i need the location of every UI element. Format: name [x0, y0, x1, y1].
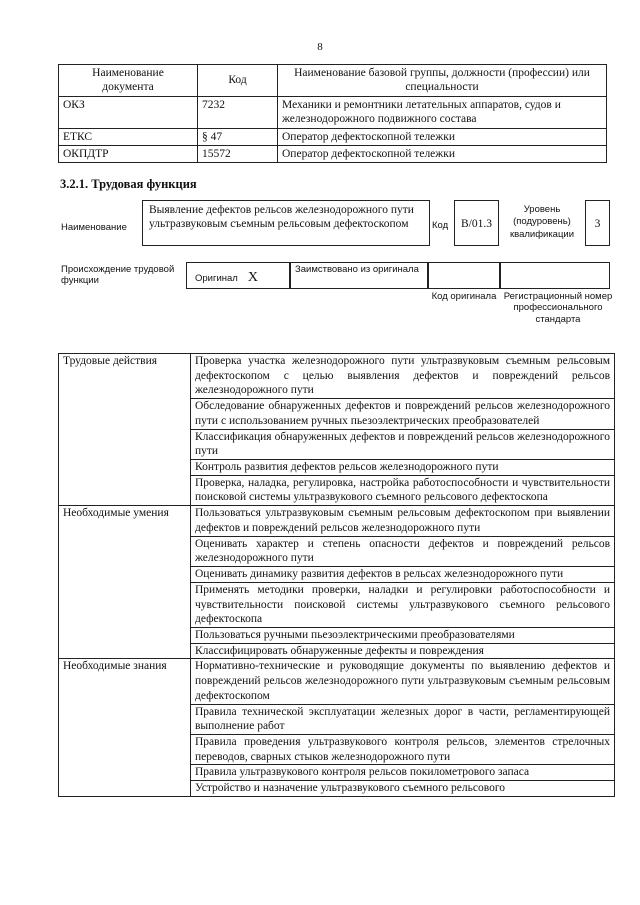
- origin-code-caption: Код оригинала: [431, 291, 497, 302]
- section-title: 3.2.1. Трудовая функция: [60, 177, 197, 191]
- table-row: [59, 659, 615, 704]
- skills-label: Необходимые умения: [59, 506, 191, 659]
- classifier-table: [58, 64, 607, 163]
- function-code: B/01.3: [454, 200, 499, 246]
- qualification-level-label: Уровень (подуровень) квалификации: [509, 204, 575, 240]
- knowledge-item: Правила ультразвукового контроля рельсов покилометрового запаса: [191, 765, 615, 781]
- origin-original-box: [186, 262, 290, 289]
- table-row: [59, 506, 615, 536]
- classifier-row: [59, 96, 607, 128]
- classifier-header-cell: Код: [198, 65, 278, 97]
- origin-reg-box: [500, 262, 610, 289]
- origin-borrowed-box: Заимствовано из оригинала: [290, 262, 428, 289]
- action-item: Контроль развития дефектов рельсов железнодорожного пути: [191, 460, 615, 476]
- actions-label: Трудовые действия: [59, 354, 191, 506]
- skill-item: Классифицировать обнаруженные дефекты и повреждения: [191, 643, 615, 659]
- skill-item: Оценивать характер и степень опасности дефектов и повреждений рельсов железнодорожного пути: [191, 536, 615, 566]
- origin-code-box: [428, 262, 500, 289]
- action-item: Проверка участка железнодорожного пути ультразвуковым съемным рельсовым дефектоскопом с целью выявления дефектов и повреждений рельсов железнодорожного пути: [191, 354, 615, 399]
- classifier-header-cell: Наименование базовой группы, должности (профессии) или специальности: [278, 65, 607, 97]
- qualification-level: 3: [585, 200, 610, 246]
- function-code-label: Код: [432, 220, 449, 231]
- skill-item: Пользоваться ручными пьезоэлектрическими преобразователями: [191, 627, 615, 643]
- skill-item: Пользоваться ультразвуковым съемным рельсовым дефектоскопом при выявлении дефектов и повреждений рельсов железнодорожного пути: [191, 506, 615, 536]
- origin-original-label: Оригинал: [195, 273, 238, 284]
- knowledge-item: Устройство и назначение ультразвукового съемного рельсового: [191, 781, 615, 797]
- origin-label: Происхождение трудовой функции: [61, 264, 175, 287]
- knowledge-item: Правила проведения ультразвукового контроля рельсов, элементов стрелочных переводов, сварных стыков железнодорожного пути: [191, 734, 615, 764]
- origin-original-mark: X: [247, 270, 258, 285]
- classifier-cell: Оператор дефектоскопной тележки: [278, 145, 607, 162]
- classifier-cell: § 47: [198, 128, 278, 145]
- classifier-cell: 15572: [198, 145, 278, 162]
- skill-item: Применять методики проверки, наладки и регулировки работоспособности и чувствительности поисковой системы ультразвукового съемного рельсового дефектоскопа: [191, 582, 615, 627]
- classifier-row: [59, 145, 607, 162]
- function-details-table: [58, 353, 615, 797]
- knowledge-item: Правила технической эксплуатации железных дорог в части, регламентирующей выполнение работ: [191, 704, 615, 734]
- classifier-row: [59, 128, 607, 145]
- classifier-header-row: [59, 65, 607, 97]
- classifier-header-cell: Наименование документа: [59, 65, 198, 97]
- classifier-cell: Механики и ремонтники летательных аппаратов, судов и железнодорожного подвижного состава: [278, 96, 607, 128]
- action-item: Проверка, наладка, регулировка, настройка работоспособности и чувствительности поисковой системы ультразвукового съемного рельсового дефектоскопа: [191, 475, 615, 505]
- page-number: 8: [317, 41, 323, 53]
- action-item: Обследование обнаруженных дефектов и повреждений рельсов железнодорожного пути с использованием ручных пьезоэлектрических преобразователей: [191, 399, 615, 429]
- classifier-cell: Оператор дефектоскопной тележки: [278, 128, 607, 145]
- action-item: Классификация обнаруженных дефектов и повреждений рельсов железнодорожного пути: [191, 429, 615, 459]
- classifier-cell: 7232: [198, 96, 278, 128]
- skill-item: Оценивать динамику развития дефектов в рельсах железнодорожного пути: [191, 567, 615, 583]
- classifier-cell: ОКЗ: [59, 96, 198, 128]
- function-name-label: Наименование: [61, 222, 127, 233]
- knowledge-label: Необходимые знания: [59, 659, 191, 796]
- knowledge-item: Нормативно-технические и руководящие документы по выявлению дефектов и повреждений рельсов железнодорожного пути ультразвуковым съемным рельсовым дефектоскопом: [191, 659, 615, 704]
- function-name: Выявление дефектов рельсов железнодорожного пути ультразвуковым съемным рельсовым дефектоскопом: [142, 200, 430, 246]
- table-row: [59, 354, 615, 399]
- origin-reg-caption: Регистрационный номер профессионального стандарта: [503, 291, 613, 325]
- classifier-cell: ОКПДТР: [59, 145, 198, 162]
- classifier-cell: ЕТКС: [59, 128, 198, 145]
